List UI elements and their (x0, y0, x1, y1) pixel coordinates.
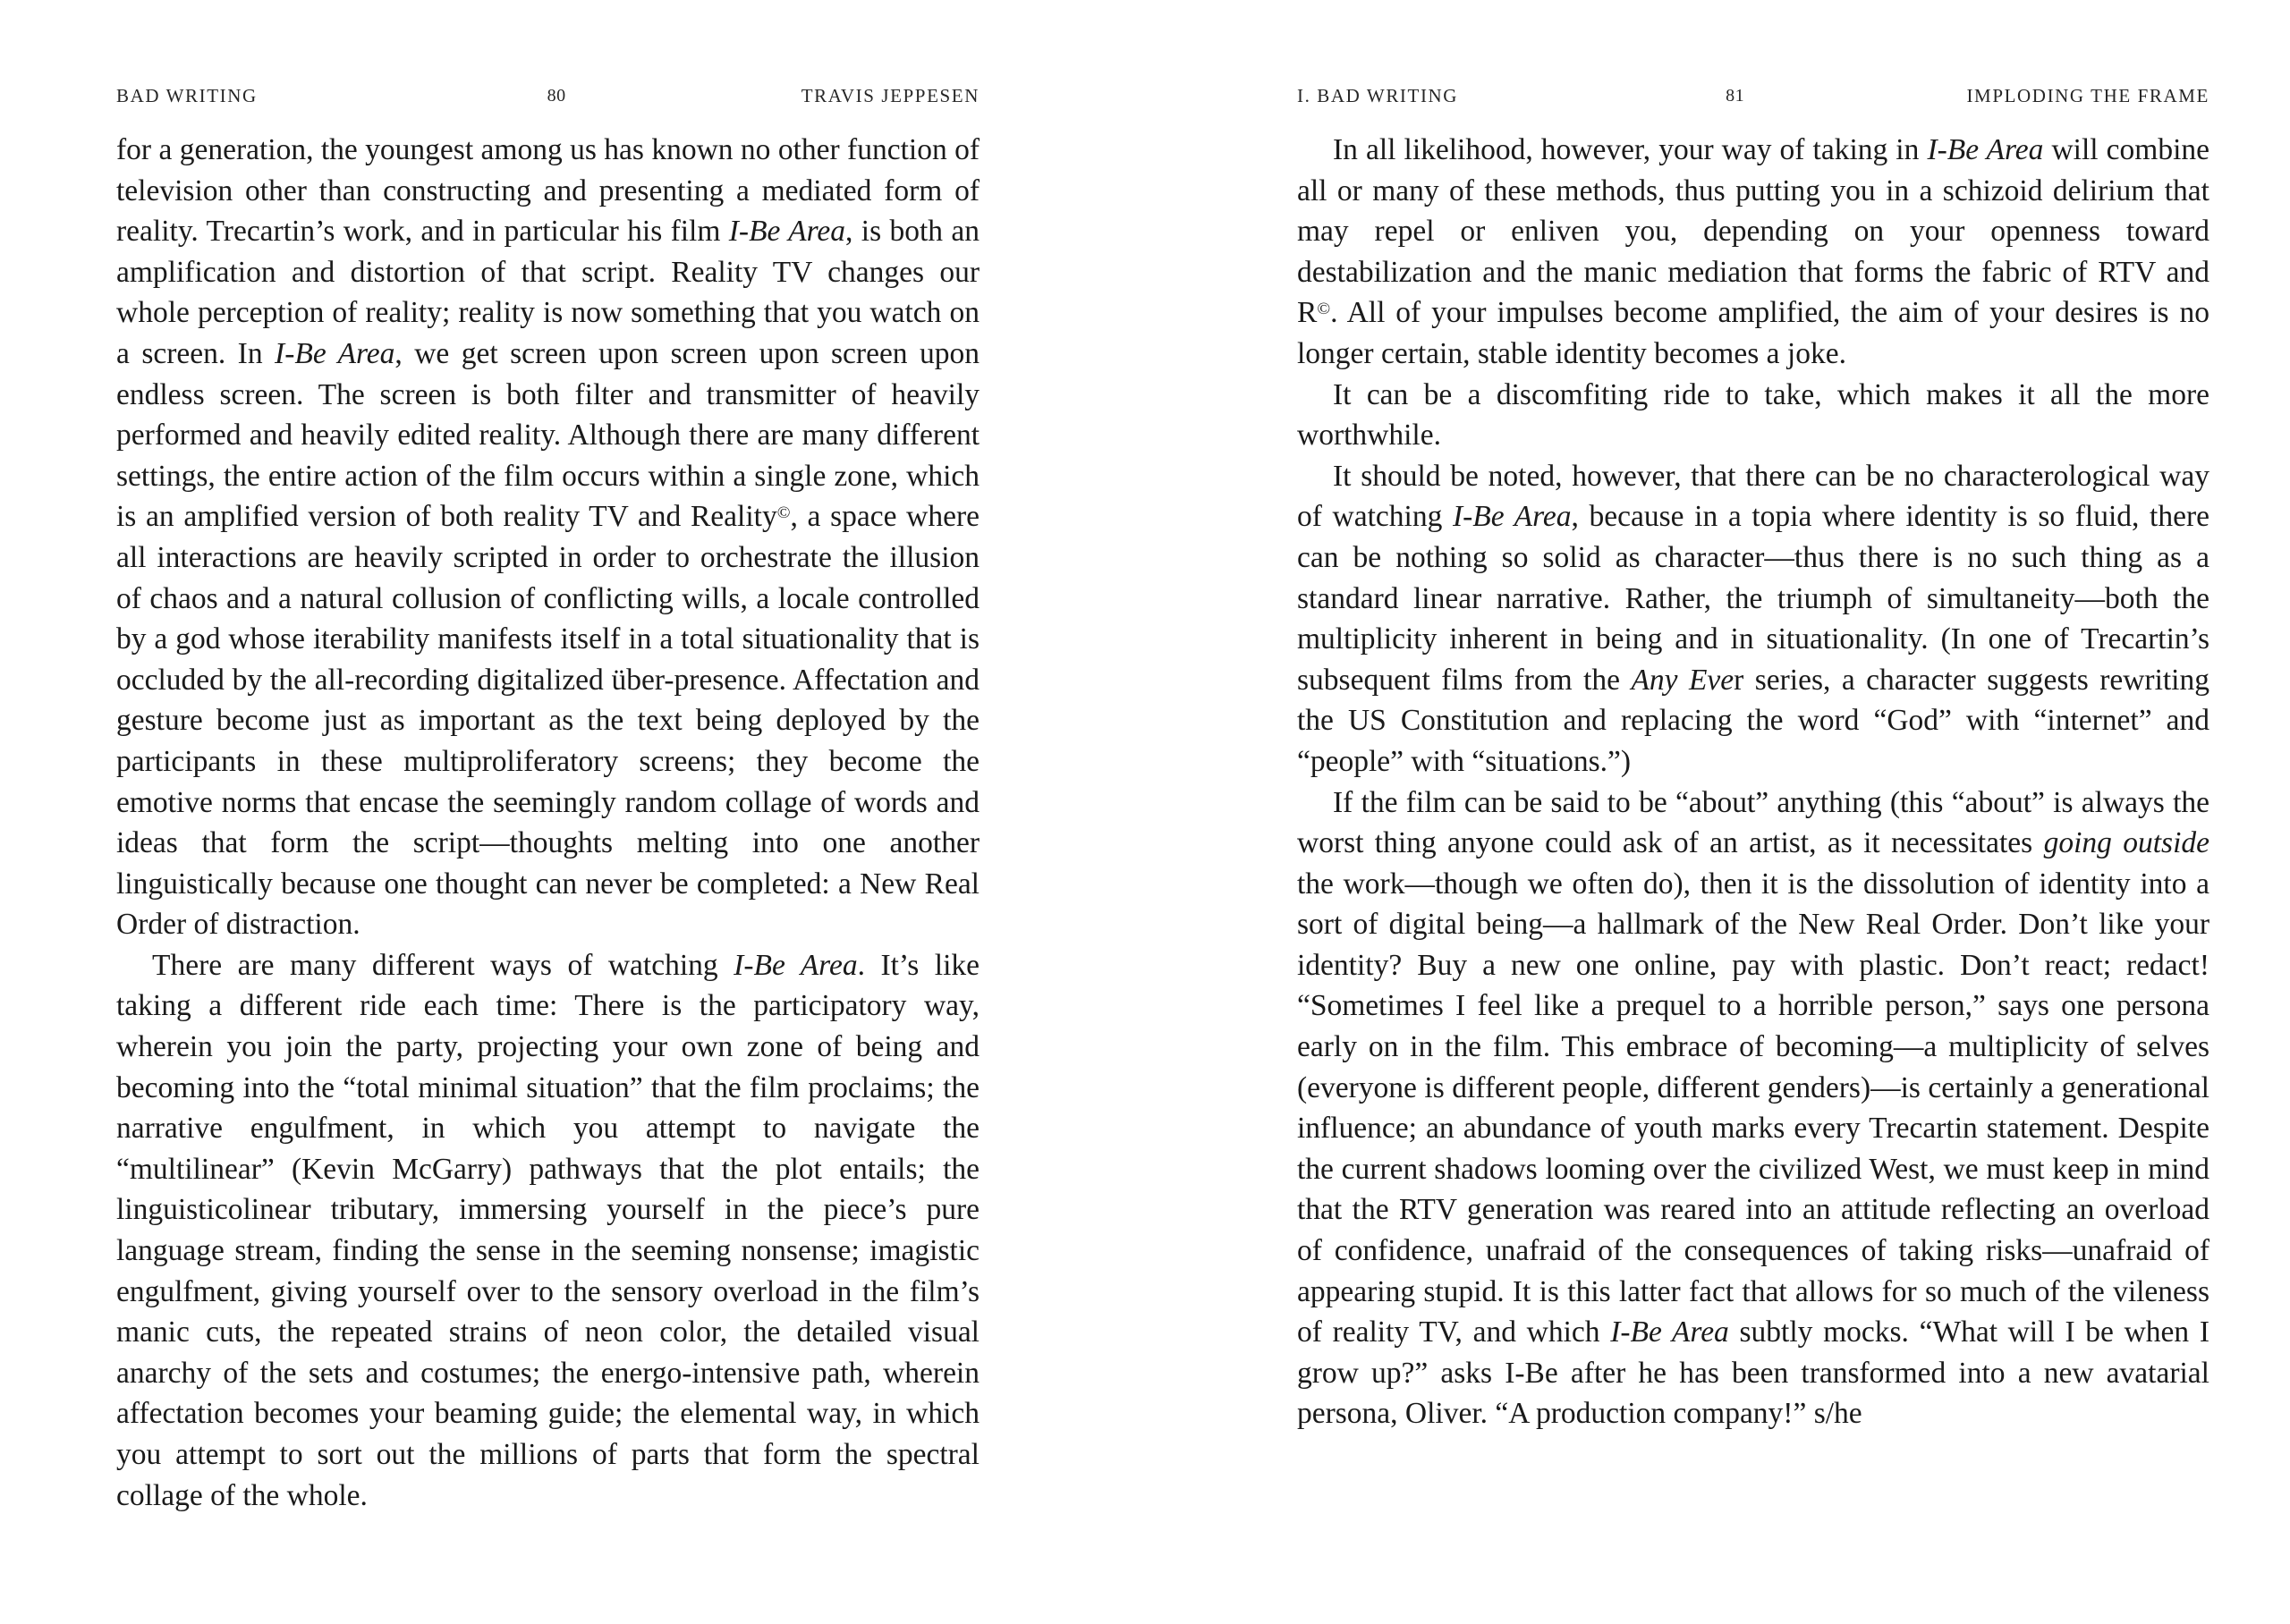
paragraph (1297, 456, 2209, 782)
text-run: , we get screen upon screen upon screen upon endless screen. The screen is both filter and transmitter of heavily performed and heavily edited reality. Although there are many different settings, the entire action of the film occurs within a single zone, which is an amplified version of both reality TV and Reality (116, 336, 980, 534)
paragraph (1297, 375, 2209, 456)
text-run: for a generation, the youngest among us has known no other function of television other than constructing and presenting a mediated form of reality. Trecartin’s work, and in particular his film (116, 133, 980, 249)
running-head-left-page (116, 85, 980, 124)
page-number: 80 (547, 86, 566, 106)
text-run: In all likelihood, however, your way of taking in (1333, 133, 1928, 166)
italic-title: I-Be Area (1452, 500, 1572, 534)
left-page-text-column (116, 130, 980, 1516)
page-number: 81 (1726, 86, 1745, 106)
text-run: , because in a topia where identity is so fluid, there can be nothing so solid as character—thus there is no such thing as a standard linear narrative. Rather, the triumph of simultaneity—both the multiplicity inherent in being and in situationality. (In one of Trecartin’s subsequent films from the (1297, 500, 2209, 697)
italic-title: I-Be Area (275, 336, 395, 370)
right-page-text-column (1297, 130, 2209, 1434)
text-run: It should be noted, however, that there can be no characterological way of watching (1297, 459, 2209, 534)
italic-title: I-Be Area (728, 215, 846, 249)
text-run: There are many different ways of watching (152, 948, 734, 982)
text-run: the work—though we often do), then it is the dissolution of identity into a sort of digital being—a hallmark of the New Real Order. Don’t like your identity? Buy a new one online, pay with plastic. Don’t react; redact! “Sometimes I feel like a prequel to a horrible person,” says one persona early on in the film. This embrace of becoming—a multiplicity of selves (everyone is different people, different genders)—is certainly a generational influence; an abundance of youth marks every Trecartin statement. Despite the current shadows looming over the civilized West, we must keep in mind that the RTV generation was reared into an attitude reflecting an overload of confidence, unafraid of the consequences of taking risks—unafraid of appearing stupid. It is this latter fact that allows for so much of the vileness of reality TV, and which (1297, 867, 2209, 1349)
italic-title: I-Be Area (1610, 1315, 1729, 1349)
paragraph (1297, 782, 2209, 1435)
running-head-right-page (1297, 85, 2209, 124)
paragraph (1297, 130, 2209, 375)
running-head-book-title: BAD WRITING (116, 85, 258, 106)
text-run: . It’s like taking a different ride each time: There is the participatory way, wherein you join the party, projecting your own zone of being and becoming into the “total minimal situation” that the film proclaims; the narrative engulfment, in which you attempt to navigate the “multilinear” (Kevin McGarry) pathways that the plot entails; the linguisticolinear tributary, immersing yourself in the piece’s pure language stream, finding the sense in the seeming nonsense; imagistic engulfment, giving yourself over to the sensory overload in the film’s manic cuts, the repeated strains of neon color, the detailed visual anarchy of the sets and costumes; the energo-intensive path, wherein affectation becomes your beaming guide; the elemental way, in which you attempt to sort out the millions of parts that form the spectral collage of the whole. (116, 948, 980, 1512)
running-head-chapter-title: IMPLODING THE FRAME (1966, 85, 2209, 106)
running-head-author-name: TRAVIS JEPPESEN (801, 85, 980, 106)
text-run: , a space where all interactions are heavily scripted in order to orchestrate the illusion of chaos and a natural collusion of conflicting wills, a locale controlled by a god whose iterability manifests itself in a total situationality that is occluded by the all-recording digitalized über-presence. Affectation and gesture become just as important as the text being deployed by the participants in these multiproliferatory screens; they become the emotive norms that encase the seemingly random collage of words and ideas that form the script—thoughts melting into one another linguistically because one thought can never be completed: a New Real Order of distraction. (116, 500, 980, 942)
right-page (1145, 0, 2290, 1624)
paragraph (116, 945, 980, 1516)
italic-title: Any Eve (1631, 663, 1734, 697)
italic-title: going outside (2043, 826, 2209, 860)
copyright-superscript: © (1317, 300, 1331, 319)
text-run: . All of your impulses become amplified, the aim of your desires is no longer certain, stable identity becomes a joke. (1297, 296, 2209, 370)
italic-title: I-Be Area (734, 948, 858, 982)
running-head-section-title: I. BAD WRITING (1297, 85, 1459, 106)
text-run: subtly mocks. “What will I be when I grow up?” asks I-Be after he has been transformed into a new avatarial persona, Oliver. “A production company!” s/he (1297, 1315, 2209, 1431)
copyright-superscript: © (776, 503, 791, 523)
text-run: If the film can be said to be “about” anything (this “about” is always the worst thing anyone could ask of an artist, as it necessitates (1297, 785, 2209, 860)
text-run: will combine all or many of these methods, thus putting you in a schizoid delirium that may repel or enliven you, depending on your openness toward destabilization and the manic mediation that forms the fabric of RTV and R (1297, 133, 2210, 330)
text-run: r series, a character suggests rewriting the US Constitution and replacing the word “God” with “internet” and “people” with “situations.”) (1297, 663, 2209, 778)
italic-title: I-Be Area (1927, 133, 2044, 166)
text-run: It can be a discomfiting ride to take, which makes it all the more worthwhile. (1297, 377, 2209, 453)
paragraph (116, 130, 980, 945)
text-run: , is both an amplification and distortion of that script. Reality TV changes our whole perception of reality; reality is now something that you watch on a screen. In (116, 215, 980, 370)
